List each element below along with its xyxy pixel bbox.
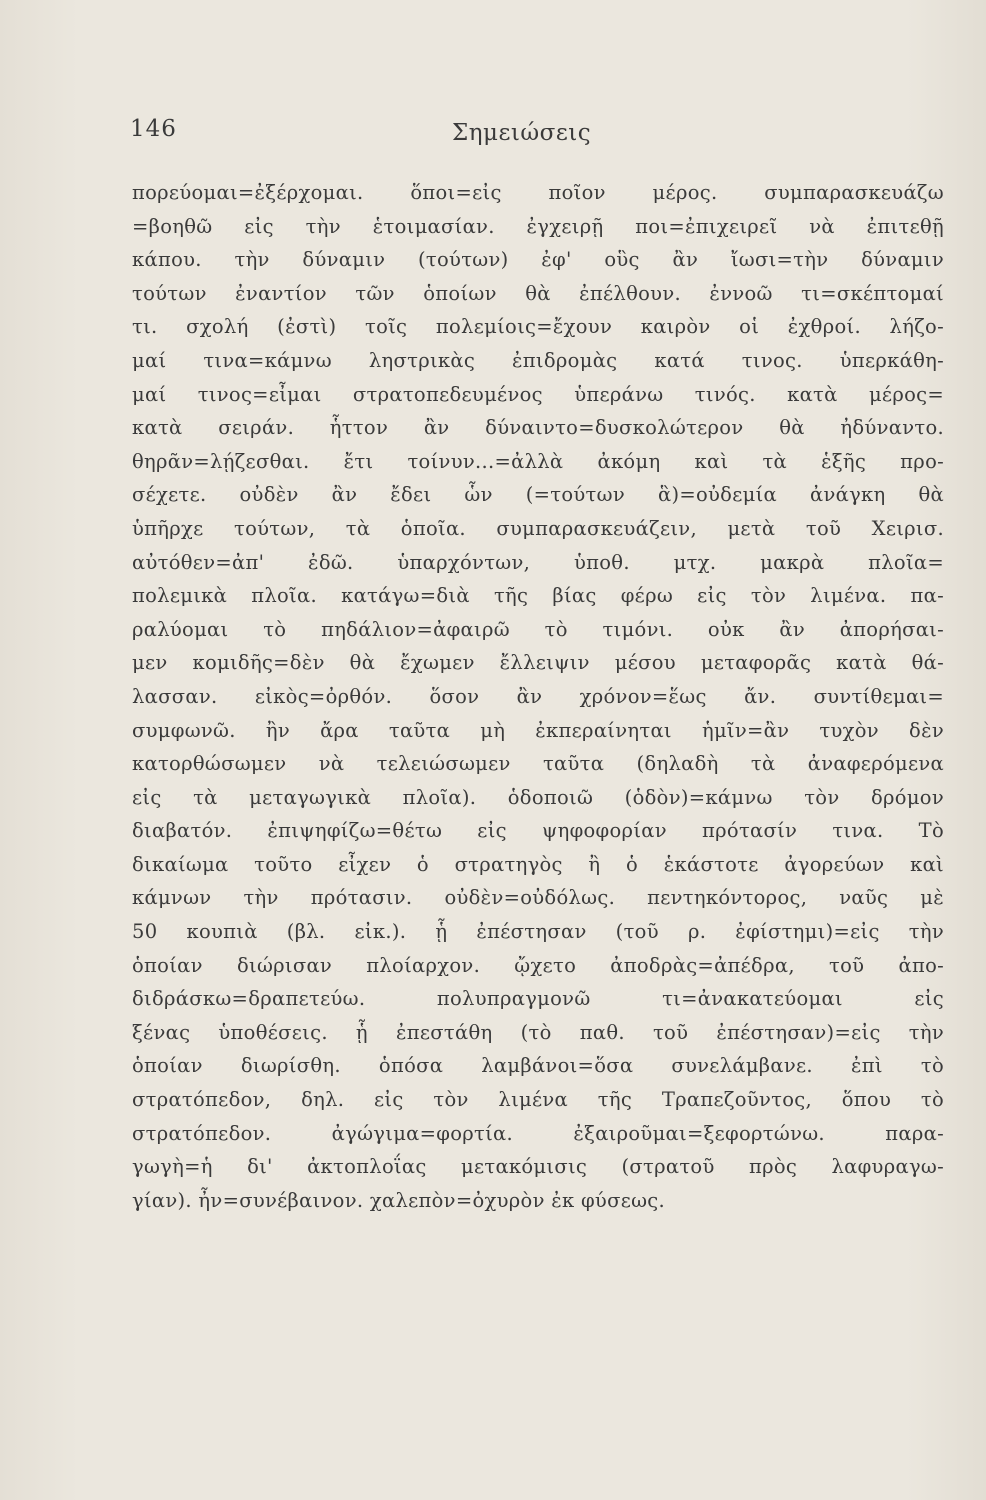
text-line: διδράσκω=δραπετεύω. πολυπραγμονῶ τι=ἀνακατεύομαι εἰς — [132, 987, 944, 1011]
text-line: δικαίωμα τοῦτο εἶχεν ὁ στρατηγὸς ἢ ὁ ἑκάστοτε ἀγορεύων καὶ — [132, 852, 944, 876]
text-line: γωγὴ=ἡ δι' ἀκτοπλοΐας μετακόμισις (στρατοῦ πρὸς λαφυραγω- — [132, 1155, 944, 1179]
text-line: ὁποίαν διωρίσθη. ὁπόσα λαμβάνοι=ὅσα συνελάμβανε. ἐπὶ τὸ — [132, 1054, 944, 1078]
text-line: συμφωνῶ. ἢν ἄρα ταῦτα μὴ ἐκπεραίνηται ἡμῖν=ἂν τυχὸν δὲν — [132, 718, 944, 742]
text-line: κάμνων τὴν πρότασιν. οὐδὲν=οὐδόλως. πεντηκόντορος, ναῦς μὲ — [132, 886, 944, 910]
text-line: 50 κουπιὰ (βλ. εἰκ.). ᾗ ἐπέστησαν (τοῦ ρ. ἐφίστημι)=εἰς τὴν — [132, 920, 944, 944]
text-line: =βοηθῶ εἰς τὴν ἑτοιμασίαν. ἐγχειρῇ ποι=ἐπιχειρεῖ νὰ ἐπιτεθῇ — [132, 214, 944, 238]
text-line: αὐτόθεν=ἀπ' ἐδῶ. ὑπαρχόντων, ὑποθ. μτχ. μακρὰ πλοῖα= — [132, 550, 944, 574]
text-line: τι. σχολή (ἐστὶ) τοῖς πολεμίοις=ἔχουν καιρὸν οἱ ἐχθροί. λήζο- — [132, 315, 944, 339]
text-line: διαβατόν. ἐπιψηφίζω=θέτω εἰς ψηφοφορίαν πρότασίν τινα. Τὸ — [132, 819, 944, 843]
text-line: μεν κομιδῆς=δὲν θὰ ἔχωμεν ἔλλειψιν μέσου μεταφορᾶς κατὰ θά- — [132, 651, 944, 675]
notes-text — [132, 176, 944, 1217]
text-line: στρατόπεδον, δηλ. εἰς τὸν λιμένα τῆς Τραπεζοῦντος, ὅπου τὸ — [132, 1088, 944, 1112]
page-header — [130, 112, 950, 152]
text-line: κατορθώσωμεν νὰ τελειώσωμεν ταῦτα (δηλαδὴ τὰ ἀναφερόμενα — [132, 752, 944, 776]
text-line: θηρᾶν=λῄζεσθαι. ἔτι τοίνυν...=ἀλλὰ ἀκόμη καὶ τὰ ἑξῆς προ- — [132, 449, 944, 473]
text-line: τούτων ἐναντίον τῶν ὁποίων θὰ ἐπέλθουν. ἐννοῶ τι=σκέπτομαί — [132, 281, 944, 305]
text-line: στρατόπεδον. ἀγώγιμα=φορτία. ἐξαιροῦμαι=ξεφορτώνω. παρα- — [132, 1121, 944, 1145]
text-line: σέχετε. οὐδὲν ἂν ἔδει ὧν (=τούτων ἃ)=οὐδεμία ἀνάγκη θὰ — [132, 483, 944, 507]
text-line: πολεμικὰ πλοῖα. κατάγω=διὰ τῆς βίας φέρω εἰς τὸν λιμένα. πα- — [132, 584, 944, 608]
text-line: γίαν). ἦν=συνέβαινον. χαλεπὸν=ὀχυρὸν ἐκ φύσεως. — [132, 1188, 666, 1212]
text-line: ὁποίαν διώρισαν πλοίαρχον. ᾤχετο ἀποδρὰς=ἀπέδρα, τοῦ ἀπο- — [132, 953, 944, 977]
text-line: μαί τινος=εἶμαι στρατοπεδευμένος ὑπεράνω τινός. κατὰ μέρος= — [132, 382, 944, 406]
text-line: πορεύομαι=ἐξέρχομαι. ὅποι=εἰς ποῖον μέρος. συμπαρασκευάζω — [132, 181, 944, 204]
text-line: ὑπῆρχε τούτων, τὰ ὁποῖα. συμπαρασκευάζειν, μετὰ τοῦ Χειρισ. — [132, 516, 944, 540]
text-line: κατὰ σειράν. ἧττον ἂν δύναιντο=δυσκολώτερον θὰ ἠδύναντο. — [132, 416, 944, 440]
text-line: κάπου. τὴν δύναμιν (τούτων) ἐφ' οὓς ἂν ἴωσι=τὴν δύναμιν — [132, 248, 944, 272]
text-line: ραλύομαι τὸ πηδάλιον=ἀφαιρῶ τὸ τιμόνι. οὐκ ἂν ἀπορήσαι- — [132, 617, 944, 641]
text-line: ξένας ὑποθέσεις. ᾗ ἐπεστάθη (τὸ παθ. τοῦ ἐπέστησαν)=εἰς τὴν — [132, 1020, 944, 1044]
page-number: 146 — [130, 116, 177, 142]
text-line: εἰς τὰ μεταγωγικὰ πλοῖα). ὁδοποιῶ (ὁδὸν)=κάμνω τὸν δρόμον — [132, 785, 944, 809]
text-line: λασσαν. εἰκὸς=ὀρθόν. ὅσον ἂν χρόνον=ἕως ἄν. συντίθεμαι= — [132, 684, 944, 708]
running-title: Σημειώσεις — [452, 120, 592, 146]
text-line: μαί τινα=κάμνω ληστρικὰς ἐπιδρομὰς κατά τινος. ὑπερκάθη- — [132, 348, 944, 372]
